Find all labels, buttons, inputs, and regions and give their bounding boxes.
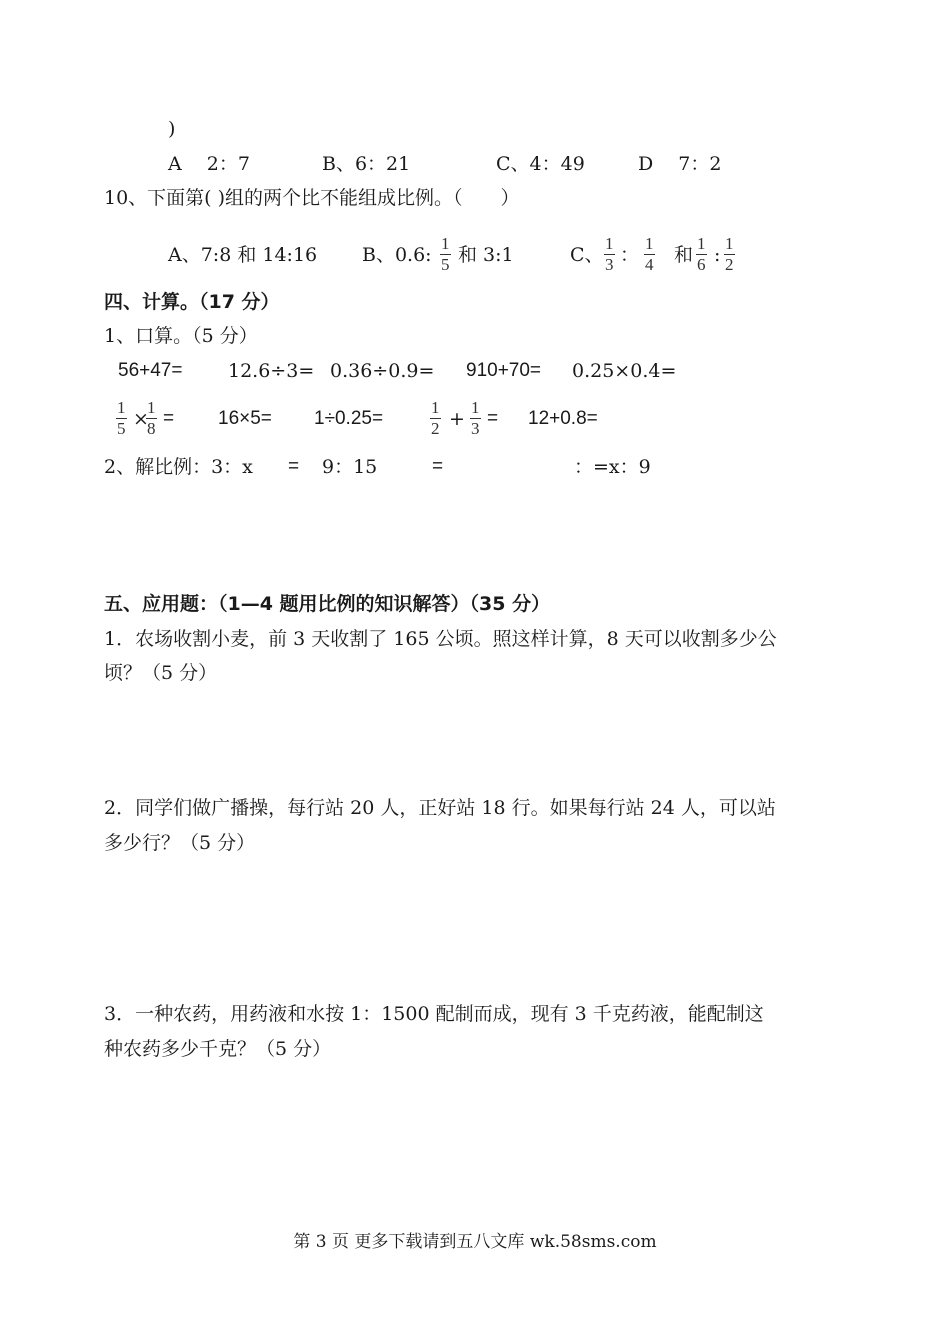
- denominator: 6: [697, 255, 706, 274]
- q10-option-c-fraction-2: [644, 234, 655, 275]
- denominator: 5: [117, 419, 126, 438]
- q10-option-b-prefix: B、0.6:: [362, 244, 432, 266]
- section-4-title: 四、计算。（17 分）: [104, 291, 280, 313]
- q10-option-c-fraction-4: [724, 234, 735, 275]
- calc-item-1: 56+47=: [118, 360, 183, 381]
- q10-stem: 10、下面第( )组的两个比不能组成比例。（ ）: [104, 187, 520, 209]
- denominator: 3: [605, 255, 614, 274]
- calc-item-8: 1÷0.25=: [314, 408, 384, 429]
- problem-3-line-2: 种农药多少千克？（5 分）: [104, 1038, 332, 1060]
- calc-item-10: 12+0.8=: [528, 408, 598, 429]
- plus-sign: +: [449, 408, 465, 430]
- q10-option-c-colon-2: :: [714, 244, 721, 266]
- proportion-tail: ：=x：9: [574, 456, 651, 478]
- q9-tail: ): [168, 118, 176, 140]
- calc-fraction-1: [116, 398, 127, 439]
- q9-option-d: D 7：2: [638, 153, 722, 175]
- denominator: 2: [725, 255, 734, 274]
- problem-1-line-1: 1．农场收割小麦，前 3 天收割了 165 公顷。照这样计算，8 天可以收割多少公: [104, 628, 777, 650]
- proportion-equals-2: =: [432, 456, 444, 477]
- problem-3-line-1: 3．一种农药，用药液和水按 1：1500 配制而成，现有 3 千克药液，能配制这: [104, 1003, 764, 1025]
- problem-2-line-2: 多少行？（5 分）: [104, 832, 256, 854]
- denominator: 4: [645, 255, 654, 274]
- numerator: 1: [441, 234, 450, 253]
- q10-option-b-suffix: 和 3:1: [458, 244, 514, 266]
- q9-option-c: C、4：49: [496, 153, 585, 175]
- page-footer: 第 3 页 更多下载请到五八文库 wk.58sms.com: [293, 1232, 657, 1252]
- problem-2-line-1: 2．同学们做广播操，每行站 20 人，正好站 18 行。如果每行站 24 人，可以站: [104, 797, 776, 819]
- numerator: 1: [471, 398, 480, 417]
- proportion-rhs: 9：15: [322, 456, 378, 478]
- q10-option-c-and: 和: [674, 244, 694, 266]
- section-4-sub-1: 1、口算。（5 分）: [104, 325, 258, 347]
- q10-option-a: A、7:8 和 14:16: [168, 244, 318, 266]
- calc-fraction-2: [146, 398, 157, 439]
- q9-option-b: B、6：21: [322, 153, 411, 175]
- calc-item-2: 12.6÷3=: [228, 360, 315, 382]
- denominator: 3: [471, 419, 480, 438]
- calc-item-3: 0.36÷0.9=: [330, 360, 435, 382]
- denominator: 5: [441, 255, 450, 274]
- section-5-title: 五、应用题：（1—4 题用比例的知识解答）（35 分）: [104, 593, 551, 615]
- calc-item-7: 16×5=: [218, 408, 272, 429]
- calc-fraction-4: [470, 398, 481, 439]
- problem-1-line-2: 顷？（5 分）: [104, 662, 218, 684]
- numerator: 1: [147, 398, 156, 417]
- q9-option-a: A 2：7: [168, 153, 250, 175]
- numerator: 1: [605, 234, 614, 253]
- q10-option-c-colon: ：: [620, 244, 640, 266]
- calc-item-4: 910+70=: [466, 360, 542, 381]
- equals-sign-1: =: [163, 408, 175, 429]
- numerator: 1: [725, 234, 734, 253]
- q10-option-b-fraction: [440, 234, 451, 275]
- denominator: 8: [147, 419, 156, 438]
- numerator: 1: [117, 398, 126, 417]
- equals-sign-2: =: [487, 408, 499, 429]
- calc-fraction-3: [430, 398, 441, 439]
- q10-option-c-fraction-1: [604, 234, 615, 275]
- calc-item-5: 0.25×0.4=: [572, 360, 677, 382]
- numerator: 1: [431, 398, 440, 417]
- numerator: 1: [697, 234, 706, 253]
- numerator: 1: [645, 234, 654, 253]
- denominator: 2: [431, 419, 440, 438]
- section-4-sub-2-label: 2、解比例：3：x: [104, 456, 253, 478]
- q10-option-c-fraction-3: [696, 234, 707, 275]
- times-sign: ×: [133, 408, 149, 430]
- proportion-equals: =: [288, 456, 300, 477]
- q10-option-c-prefix: C、: [570, 244, 604, 266]
